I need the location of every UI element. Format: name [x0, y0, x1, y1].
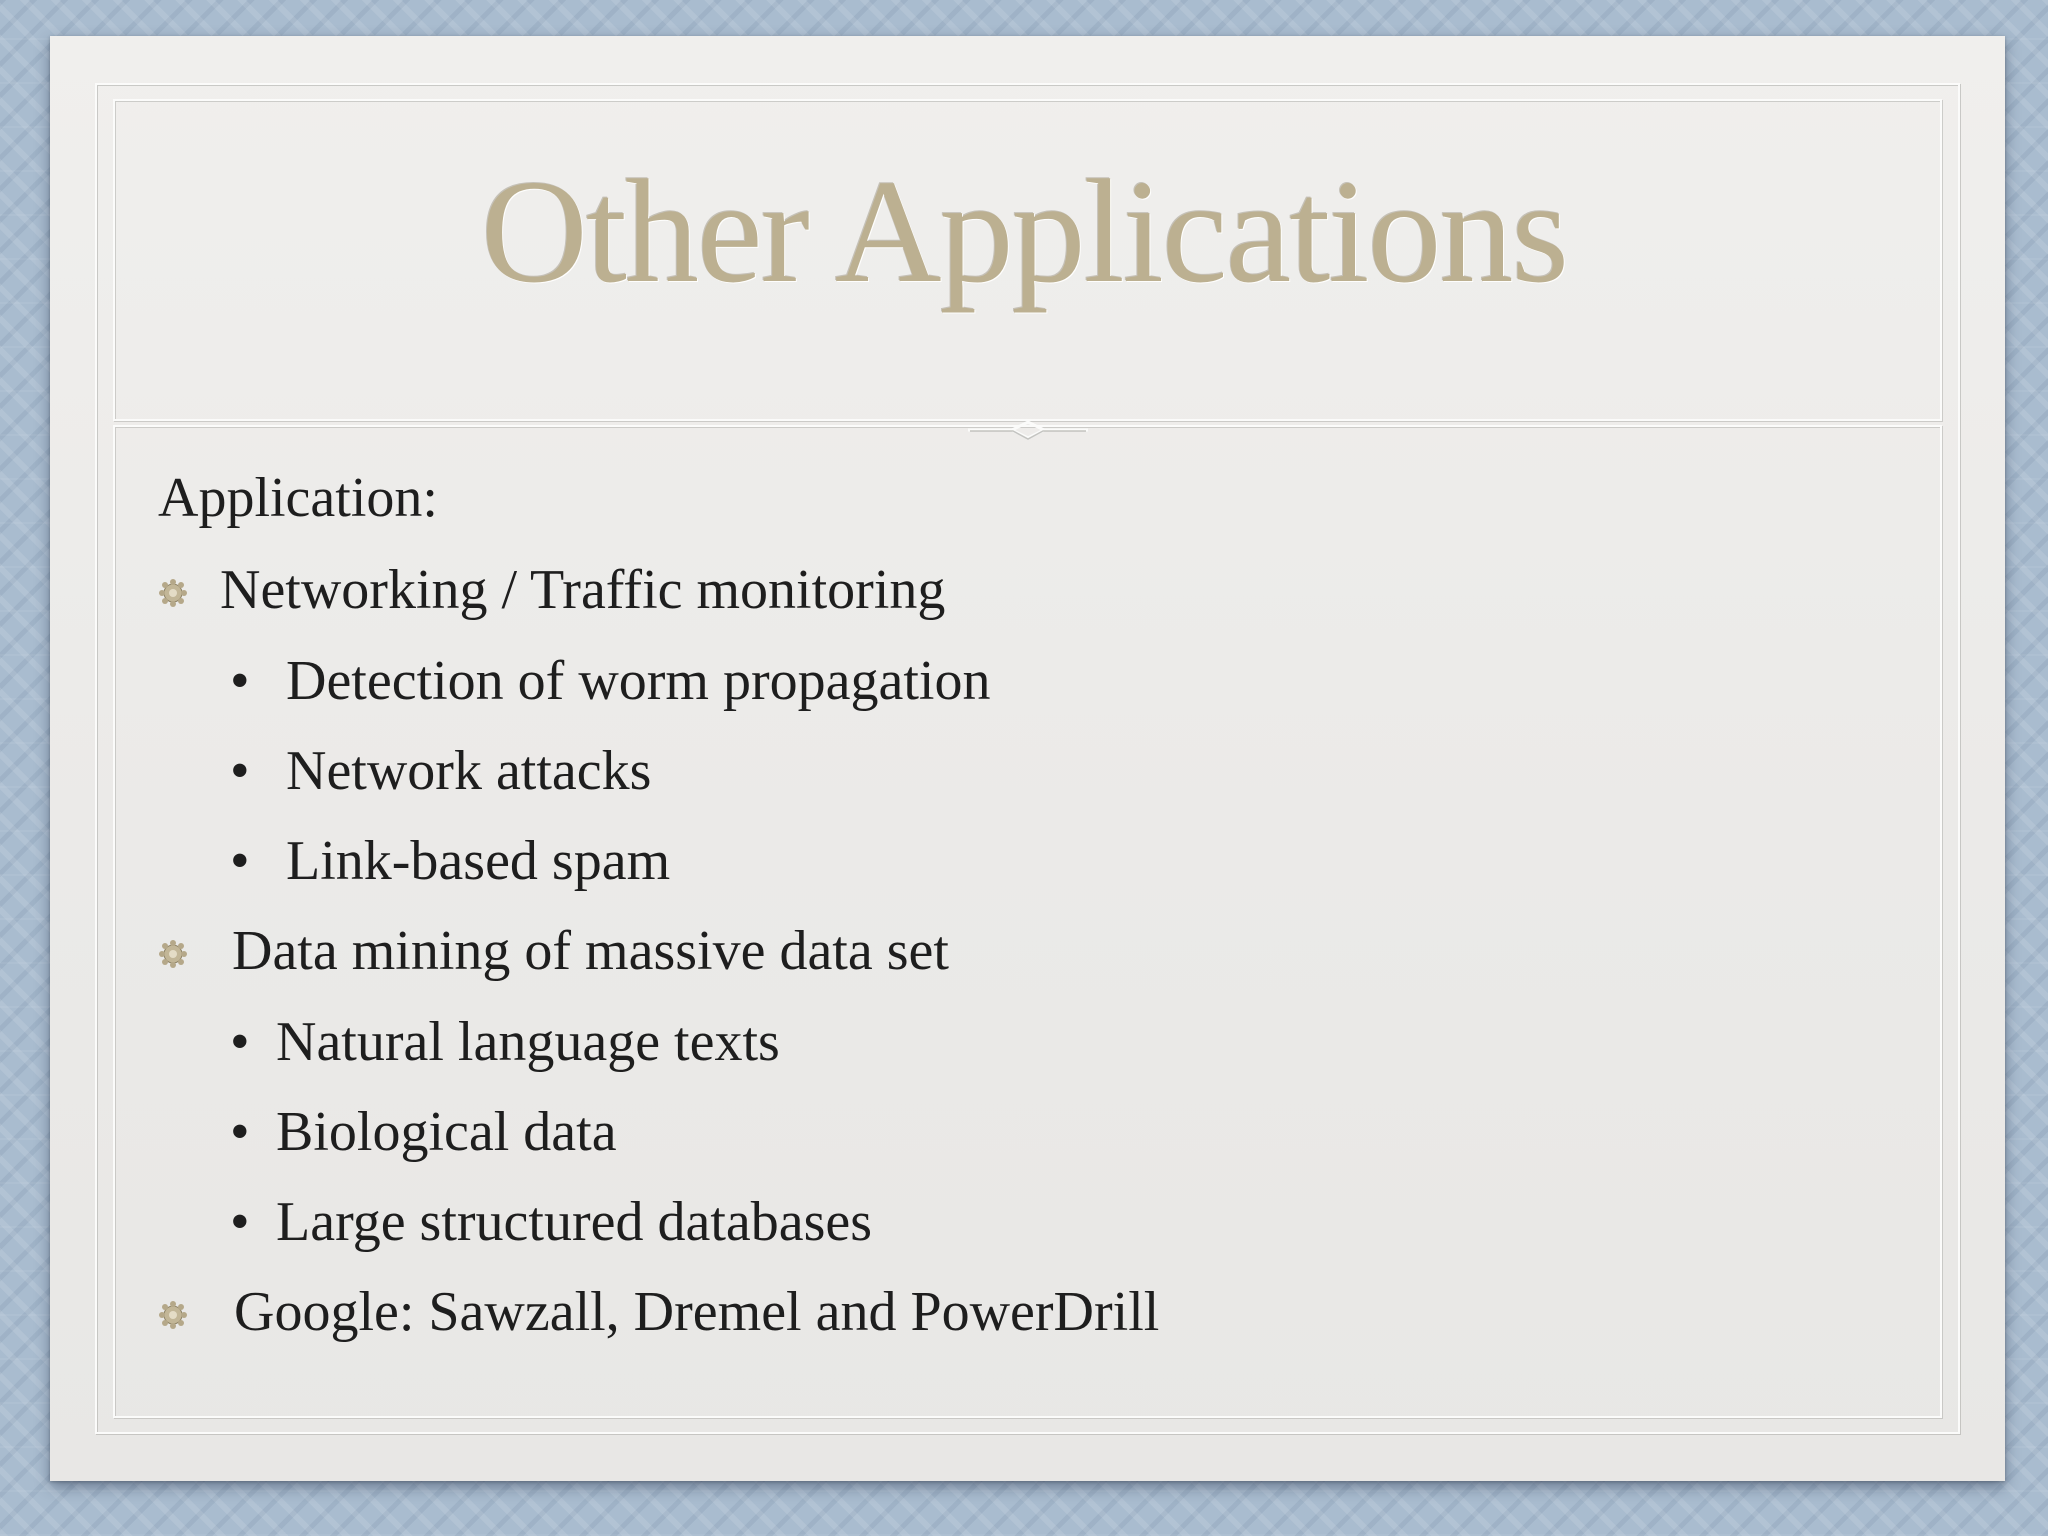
- gear-bullet-icon: [158, 578, 188, 608]
- intro-heading: Application:: [158, 467, 438, 529]
- bullet-item: [158, 559, 1758, 653]
- diamond-ornament-icon: [968, 420, 1088, 440]
- gear-bullet-icon: [158, 1300, 188, 1330]
- gear-bullet-icon: [158, 939, 188, 969]
- sub-bullet-item: [158, 740, 1758, 833]
- bullet-label: Data mining of massive data set: [232, 920, 949, 982]
- sub-bullet-label: Detection of worm propagation: [286, 650, 991, 712]
- slide-title: Other Applications: [480, 150, 1568, 314]
- slide-content: [158, 467, 1758, 1375]
- sub-bullet-dot: •: [230, 740, 250, 802]
- sub-bullet-label: Biological data: [276, 1101, 617, 1163]
- sub-bullet-item: [158, 650, 1758, 743]
- sub-bullet-item: [158, 830, 1758, 923]
- sub-bullet-dot: •: [230, 1011, 250, 1073]
- bullet-item: [158, 1281, 1758, 1375]
- sub-bullet-label: Natural language texts: [276, 1011, 780, 1073]
- sub-bullet-dot: •: [230, 1101, 250, 1163]
- sub-bullet-dot: •: [230, 830, 250, 892]
- sub-bullet-item: [158, 1191, 1758, 1284]
- sub-bullet-label: Network attacks: [286, 740, 652, 802]
- bullet-label: Networking / Traffic monitoring: [220, 559, 946, 621]
- sub-bullet-dot: •: [230, 1191, 250, 1253]
- bullet-label: Google: Sawzall, Dremel and PowerDrill: [234, 1281, 1160, 1343]
- sub-bullet-dot: •: [230, 650, 250, 712]
- bullet-item: [158, 920, 1758, 1014]
- sub-bullet-item: [158, 1011, 1758, 1104]
- sub-bullet-item: [158, 1101, 1758, 1194]
- sub-bullet-label: Link-based spam: [286, 830, 671, 892]
- sub-bullet-label: Large structured databases: [276, 1191, 873, 1253]
